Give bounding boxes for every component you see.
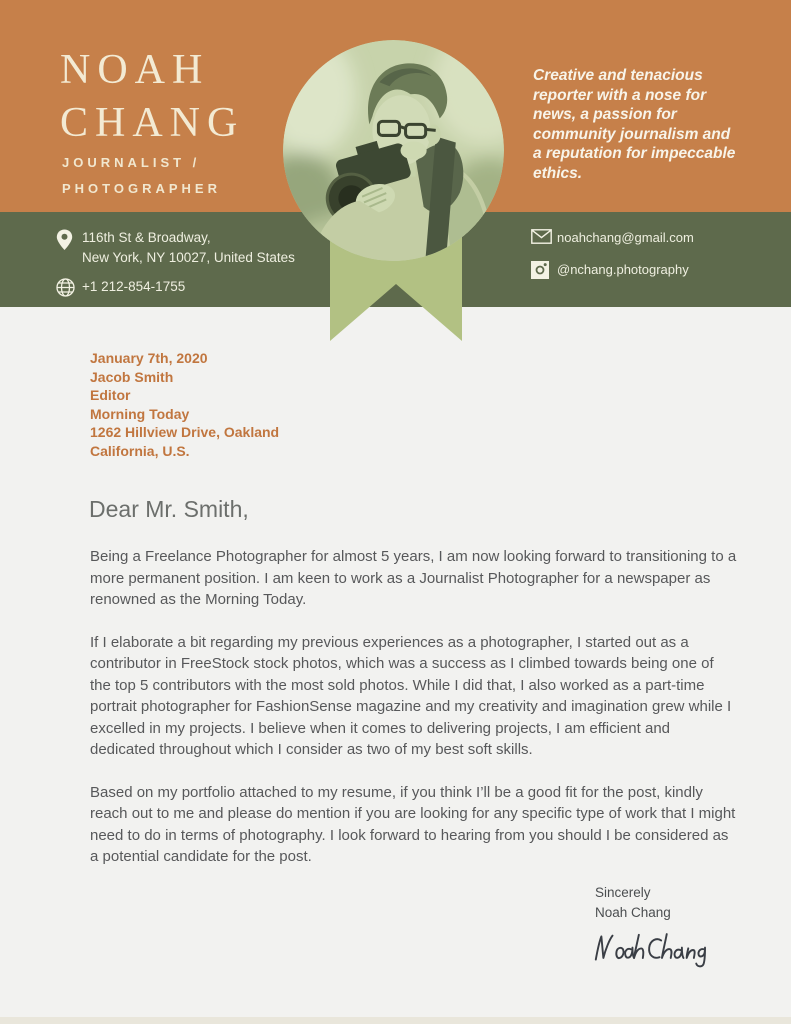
instagram-handle: @nchang.photography bbox=[557, 261, 689, 277]
page-bottom-edge bbox=[0, 1017, 791, 1024]
contact-right-group bbox=[531, 228, 694, 282]
address-text bbox=[82, 228, 295, 267]
tagline-line: news, a passion for bbox=[533, 106, 677, 123]
paragraph-2: If I elaborate a bit regarding my previous experiences as a photographer, I started out as a contributor in FreeStock stock photos, which was a success as I climbed towards being one of the top 5 contributors with the most sold photos. While I did that, I also worked as a part-time portrait photographer for FashionSense magazine and my creativity and imagination grew while I excelled in my projects. I believe when it comes to delivering projects, I am efficient and dedicated throughout which I consider as two of my best soft skills. bbox=[90, 633, 732, 758]
tagline-line: Creative and tenacious bbox=[533, 67, 703, 84]
paragraph-3: Based on my portfolio attached to my resume, if you think I’ll be a good fit for the post, kindly reach out to me and please do mention if you are looking for any specific type of work that I might need to do in terms of photography. I look forward to hearing from you should I be considered as a potential candidate for the post. bbox=[90, 783, 736, 865]
profile-photo bbox=[283, 40, 504, 261]
envelope-icon bbox=[531, 228, 557, 247]
role-line-2: PHOTOGRAPHER bbox=[62, 181, 221, 196]
letter-date: January 7th, 2020 bbox=[90, 350, 208, 366]
email-address: noahchang@gmail.com bbox=[557, 230, 694, 245]
recipient-company: Morning Today bbox=[90, 405, 190, 422]
recipient-state: California, U.S. bbox=[90, 442, 190, 459]
paragraph-1: Being a Freelance Photographer for almost 5 years, I am now looking forward to transitioning to a more permanent position. I am keen to work as a Journalist Photographer for a newspaper as renowned as the Morning Today. bbox=[90, 548, 737, 608]
tagline-line: ethics. bbox=[533, 164, 583, 182]
tagline-line: reporter with a nose for bbox=[533, 86, 707, 104]
instagram-icon bbox=[531, 260, 557, 282]
role-line-1: JOURNALIST / bbox=[62, 155, 201, 170]
profile-tagline bbox=[533, 66, 738, 183]
handwritten-signature bbox=[591, 928, 709, 972]
location-pin-icon bbox=[56, 228, 82, 254]
contact-left-group bbox=[56, 228, 295, 300]
recipient-name: Jacob Smith bbox=[90, 368, 174, 385]
tagline-line: community journalism and bbox=[533, 125, 731, 143]
globe-icon bbox=[56, 277, 82, 300]
tagline-line: a reputation for impeccable bbox=[533, 145, 736, 162]
instagram-row bbox=[531, 260, 694, 282]
address-row bbox=[56, 228, 295, 267]
signed-name: Noah Chang bbox=[595, 904, 671, 920]
email-row bbox=[531, 228, 694, 248]
closing-word: Sincerely bbox=[595, 885, 651, 900]
applicant-role bbox=[62, 150, 221, 202]
phone-row bbox=[56, 277, 295, 300]
letter-body bbox=[90, 546, 738, 889]
date-and-recipient-block bbox=[90, 349, 279, 461]
phone-number: +1 212-854-1755 bbox=[82, 279, 186, 294]
name-line-2: CHANG bbox=[60, 100, 245, 146]
name-line-1: NOAH bbox=[60, 47, 210, 93]
address-line-2: New York, NY 10027, United States bbox=[82, 249, 295, 265]
salutation: Dear Mr. Smith, bbox=[89, 496, 249, 522]
recipient-title: Editor bbox=[90, 387, 131, 404]
recipient-street: 1262 Hillview Drive, Oakland bbox=[90, 424, 280, 441]
address-line-1: 116th St & Broadway, bbox=[82, 230, 211, 245]
applicant-name bbox=[60, 44, 244, 150]
signoff-block bbox=[595, 883, 671, 922]
photographer-portrait-illustration bbox=[283, 40, 504, 261]
